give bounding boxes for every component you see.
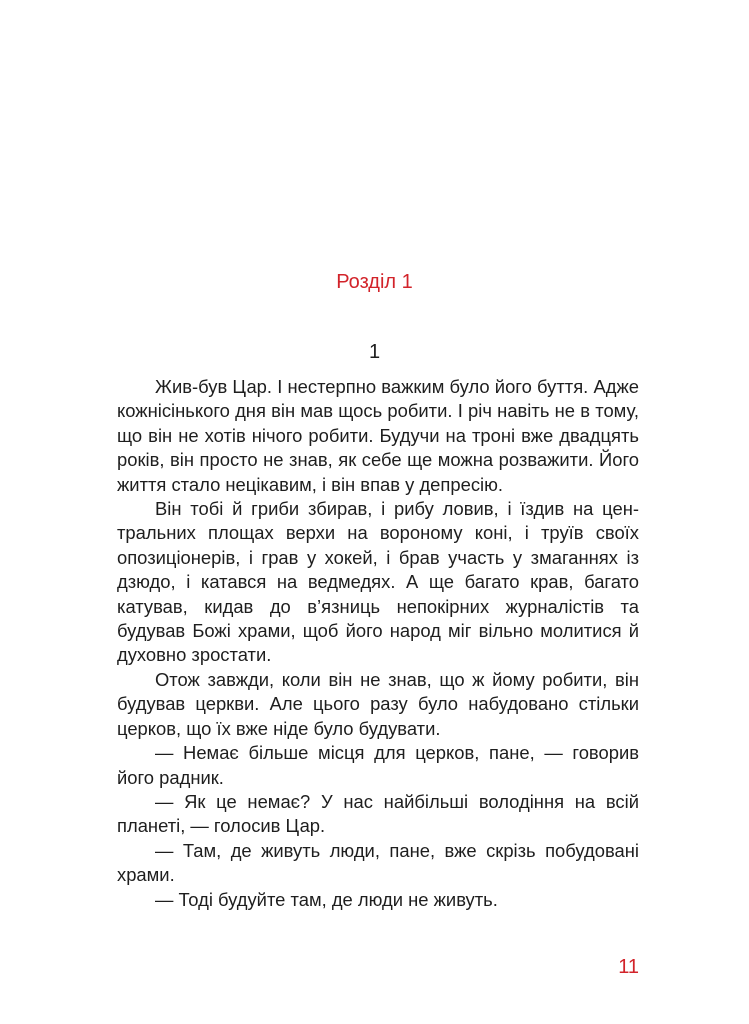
body-text (117, 375, 639, 912)
paragraph: Отож завжди, коли він не знав, що ж йому робити, він будував церкви. Але цього разу було набудовано стільки церков, що їх вже ніде було будувати. (117, 668, 639, 739)
section-number: 1 (368, 341, 381, 363)
page-number: 11 (618, 956, 639, 978)
dialogue-line: — Тоді будуйте там, де люди не живуть. (155, 888, 498, 910)
chapter-title: Розділ 1 (336, 271, 413, 293)
dialogue-line: — Як це немає? У нас найбільші володіння на всій планеті, — голосив Цар. (117, 790, 639, 837)
paragraph: Жив-був Цар. І нестерпно важким було його буття. Адже кожнісінького дня він мав щось робити. І річ навіть не в тому, що він не хотів нічого робити. Будучи на троні вже двадцять років, він просто не знав, як себе ще можна розважити. Його життя стало нецікавим, і він впав у депресію. (117, 376, 639, 495)
paragraph: Він тобі й гриби збирав, і рибу ловив, і їздив на центральних площах верхи на вороному коні, і труїв своїх опозиціонерів, і грав у хокей, і брав участь у змаганнях із дзюдо, і катався на ведмедях. А ще багато крав, багато катував, кидав до в’язниць непокірних журналістів та будував Божі храми, щоб його народ міг вільно молитися й духовно зростати. (117, 498, 639, 666)
dialogue-line: — Немає більше місця для церков, пане, — говорив його радник. (117, 742, 639, 788)
dialogue-line: — Там, де живуть люди, пане, вже скрізь побудовані храми. (117, 839, 639, 886)
